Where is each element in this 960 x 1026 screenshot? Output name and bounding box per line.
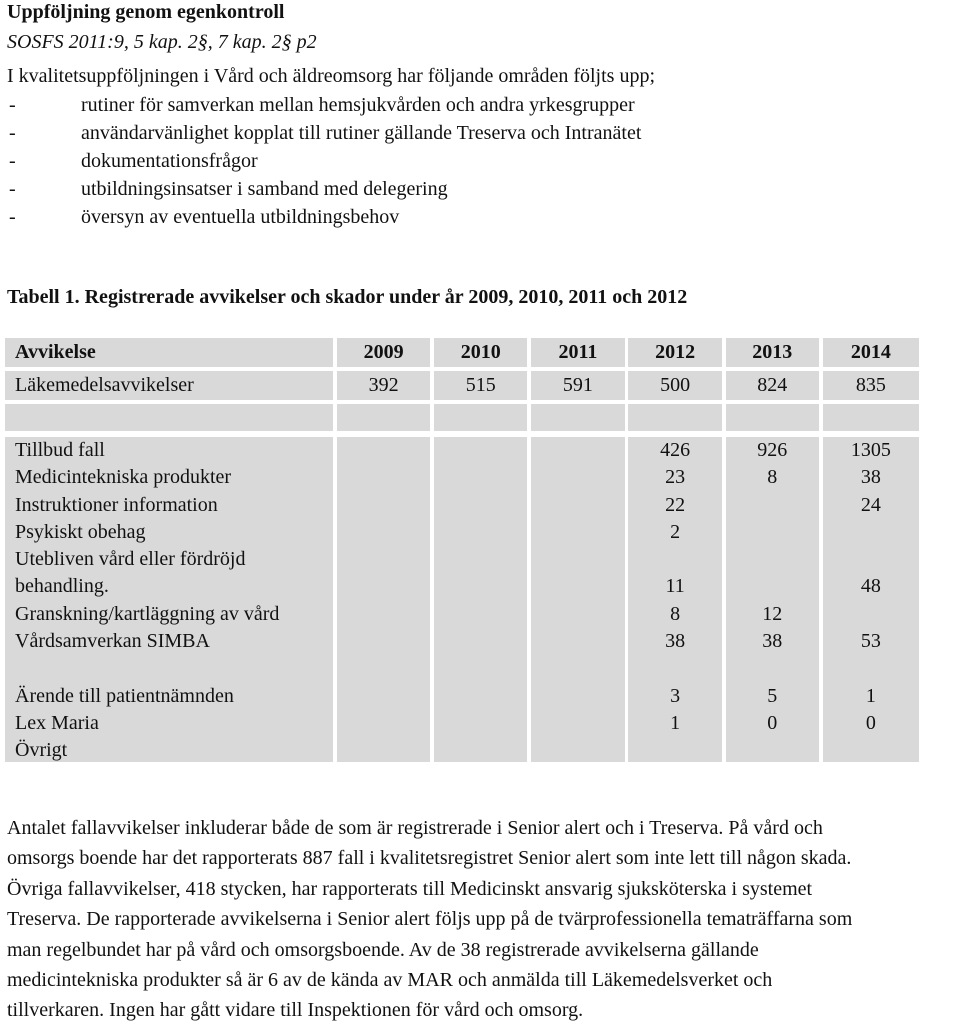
list-item-text: rutiner för samverkan mellan hemsjukvården och andra yrkesgrupper	[81, 94, 635, 116]
table-cell: 0	[767, 711, 778, 734]
category-label: Instruktioner information	[15, 493, 218, 516]
bullet-marker: -	[9, 206, 16, 228]
list-item	[7, 119, 641, 147]
year-2014-cell	[823, 437, 919, 762]
category-label: Medicintekniska produkter	[15, 466, 232, 489]
table-cell	[823, 601, 919, 628]
deviations-table	[5, 338, 919, 762]
table-cell: 38	[665, 630, 686, 653]
table-cell: 515	[434, 371, 527, 400]
category-label: Psykiskt obehag	[15, 520, 146, 543]
table-cell: 1	[670, 711, 681, 734]
category-label: Lex Maria	[15, 711, 99, 734]
header-cell: 2011	[531, 338, 624, 367]
table-cell: 926	[757, 439, 788, 461]
year-2012-cell	[628, 437, 721, 762]
category-label: Övrigt	[15, 739, 68, 762]
table-cell: 12	[762, 602, 783, 625]
table-cell: 392	[337, 371, 430, 400]
header-cell: 2009	[337, 338, 430, 367]
header-cell: 2010	[434, 338, 527, 367]
list-item	[7, 203, 641, 231]
table-cell: 5	[767, 684, 778, 707]
table-row	[5, 371, 919, 400]
category-label: Utebliven vård eller fördröjd	[15, 548, 246, 571]
category-label: Vårdsamverkan SIMBA	[15, 630, 210, 653]
header-cell: 2014	[823, 338, 919, 367]
header-cell: Avvikelse	[5, 338, 333, 367]
bullet-marker: -	[9, 94, 16, 116]
table-cell: 0	[865, 711, 876, 734]
table-cell: 48	[860, 575, 881, 598]
table-cell: Läkemedelsavvikelser	[5, 371, 333, 400]
table-cell: 23	[665, 466, 686, 489]
table-row-empty	[5, 404, 919, 431]
table-cell: 1305	[850, 439, 891, 461]
table-cell: 2	[670, 520, 681, 543]
table-cell	[823, 655, 919, 682]
table-cell: 11	[665, 575, 685, 598]
header-cell: 2012	[628, 338, 721, 367]
table-cell	[628, 655, 721, 682]
table-cell	[726, 519, 819, 546]
table-cell: 426	[660, 439, 691, 461]
list-item	[7, 147, 641, 175]
table-cell	[628, 546, 721, 573]
table-cell	[726, 492, 819, 519]
paragraph-line: Övriga fallavvikelser, 418 stycken, har rapporterats till Medicinskt ansvarig sjuksköterska i systemet	[7, 877, 813, 900]
year-2009-cell	[337, 437, 430, 762]
table-cell	[726, 655, 819, 682]
table-cell	[823, 519, 919, 546]
paragraph-line: Antalet fallavvikelser inkluderar både de som är registrerade i Senior alert och i Treserva. På vård och	[7, 817, 823, 839]
table-cell: 835	[823, 371, 919, 400]
table-cell: 22	[665, 493, 686, 516]
paragraph-line: Treserva. De rapporterade avvikelserna i Senior alert följs upp på de tvärprofessionella tematräffarna som	[7, 908, 853, 931]
intro-text: I kvalitetsuppföljningen i Vård och äldreomsorg har följande områden följts upp;	[7, 65, 655, 87]
bullet-marker: -	[9, 178, 16, 200]
regulation-reference: SOSFS 2011:9, 5 kap. 2§, 7 kap. 2§ p2	[7, 31, 317, 53]
page-heading: Uppföljning genom egenkontroll	[7, 1, 285, 23]
followup-list	[7, 91, 641, 231]
list-item	[7, 175, 641, 203]
list-item-text: utbildningsinsatser i samband med delegering	[81, 178, 448, 200]
table-cell: 38	[860, 466, 881, 489]
category-label: Tillbud fall	[15, 439, 105, 461]
list-item-text: användarvänlighet kopplat till rutiner gällande Treserva och Intranätet	[81, 122, 642, 144]
category-label: behandling.	[15, 575, 109, 598]
table-cell: 824	[726, 371, 819, 400]
year-2011-cell	[531, 437, 624, 762]
table-cell	[628, 737, 721, 764]
table-cell	[726, 546, 819, 573]
category-label: Granskning/kartläggning av vård	[15, 602, 280, 625]
table-cell: 24	[860, 493, 881, 516]
paragraph-line: medicintekniska produkter så är 6 av de kända av MAR och anmälda till Läkemedelsverket och	[7, 969, 773, 992]
table-cell: 3	[670, 684, 681, 707]
table-cell: 8	[670, 602, 681, 625]
header-cell: 2013	[726, 338, 819, 367]
paragraph-line: tillverkaren. Ingen har gått vidare till Inspektionen för vård och omsorg.	[7, 999, 584, 1022]
table-cell: 8	[767, 466, 778, 489]
summary-paragraph	[7, 813, 960, 1026]
year-2013-cell	[726, 437, 819, 762]
category-cell	[5, 437, 333, 762]
paragraph-line: man regelbundet har på vård och omsorgsboende. Av de 38 registrerade avvikelserna gällande	[7, 938, 759, 961]
table-cell	[823, 737, 919, 764]
list-item-text: dokumentationsfrågor	[81, 150, 258, 172]
table-cell: 53	[860, 630, 881, 653]
table-cell	[823, 546, 919, 573]
year-2010-cell	[434, 437, 527, 762]
paragraph-line: omsorgs boende har det rapporterats 887 fall i kvalitetsregistret Senior alert som inte lett till någon skada.	[7, 847, 852, 870]
list-item-text: översyn av eventuella utbildningsbehov	[81, 206, 400, 228]
list-item	[7, 91, 641, 119]
table-cell	[726, 573, 819, 600]
table-caption: Tabell 1. Registrerade avvikelser och skador under år 2009, 2010, 2011 och 2012	[7, 286, 688, 308]
category-label: Ärende till patientnämnden	[15, 684, 234, 707]
bullet-marker: -	[9, 122, 16, 144]
table-cell: 500	[628, 371, 721, 400]
bullet-marker: -	[9, 150, 16, 172]
table-cell: 38	[762, 630, 783, 653]
table-cell: 591	[531, 371, 624, 400]
table-cell	[726, 737, 819, 764]
table-row	[5, 437, 919, 762]
table-cell: 1	[865, 684, 876, 707]
category-label	[15, 655, 333, 682]
table-header-row	[5, 338, 919, 367]
